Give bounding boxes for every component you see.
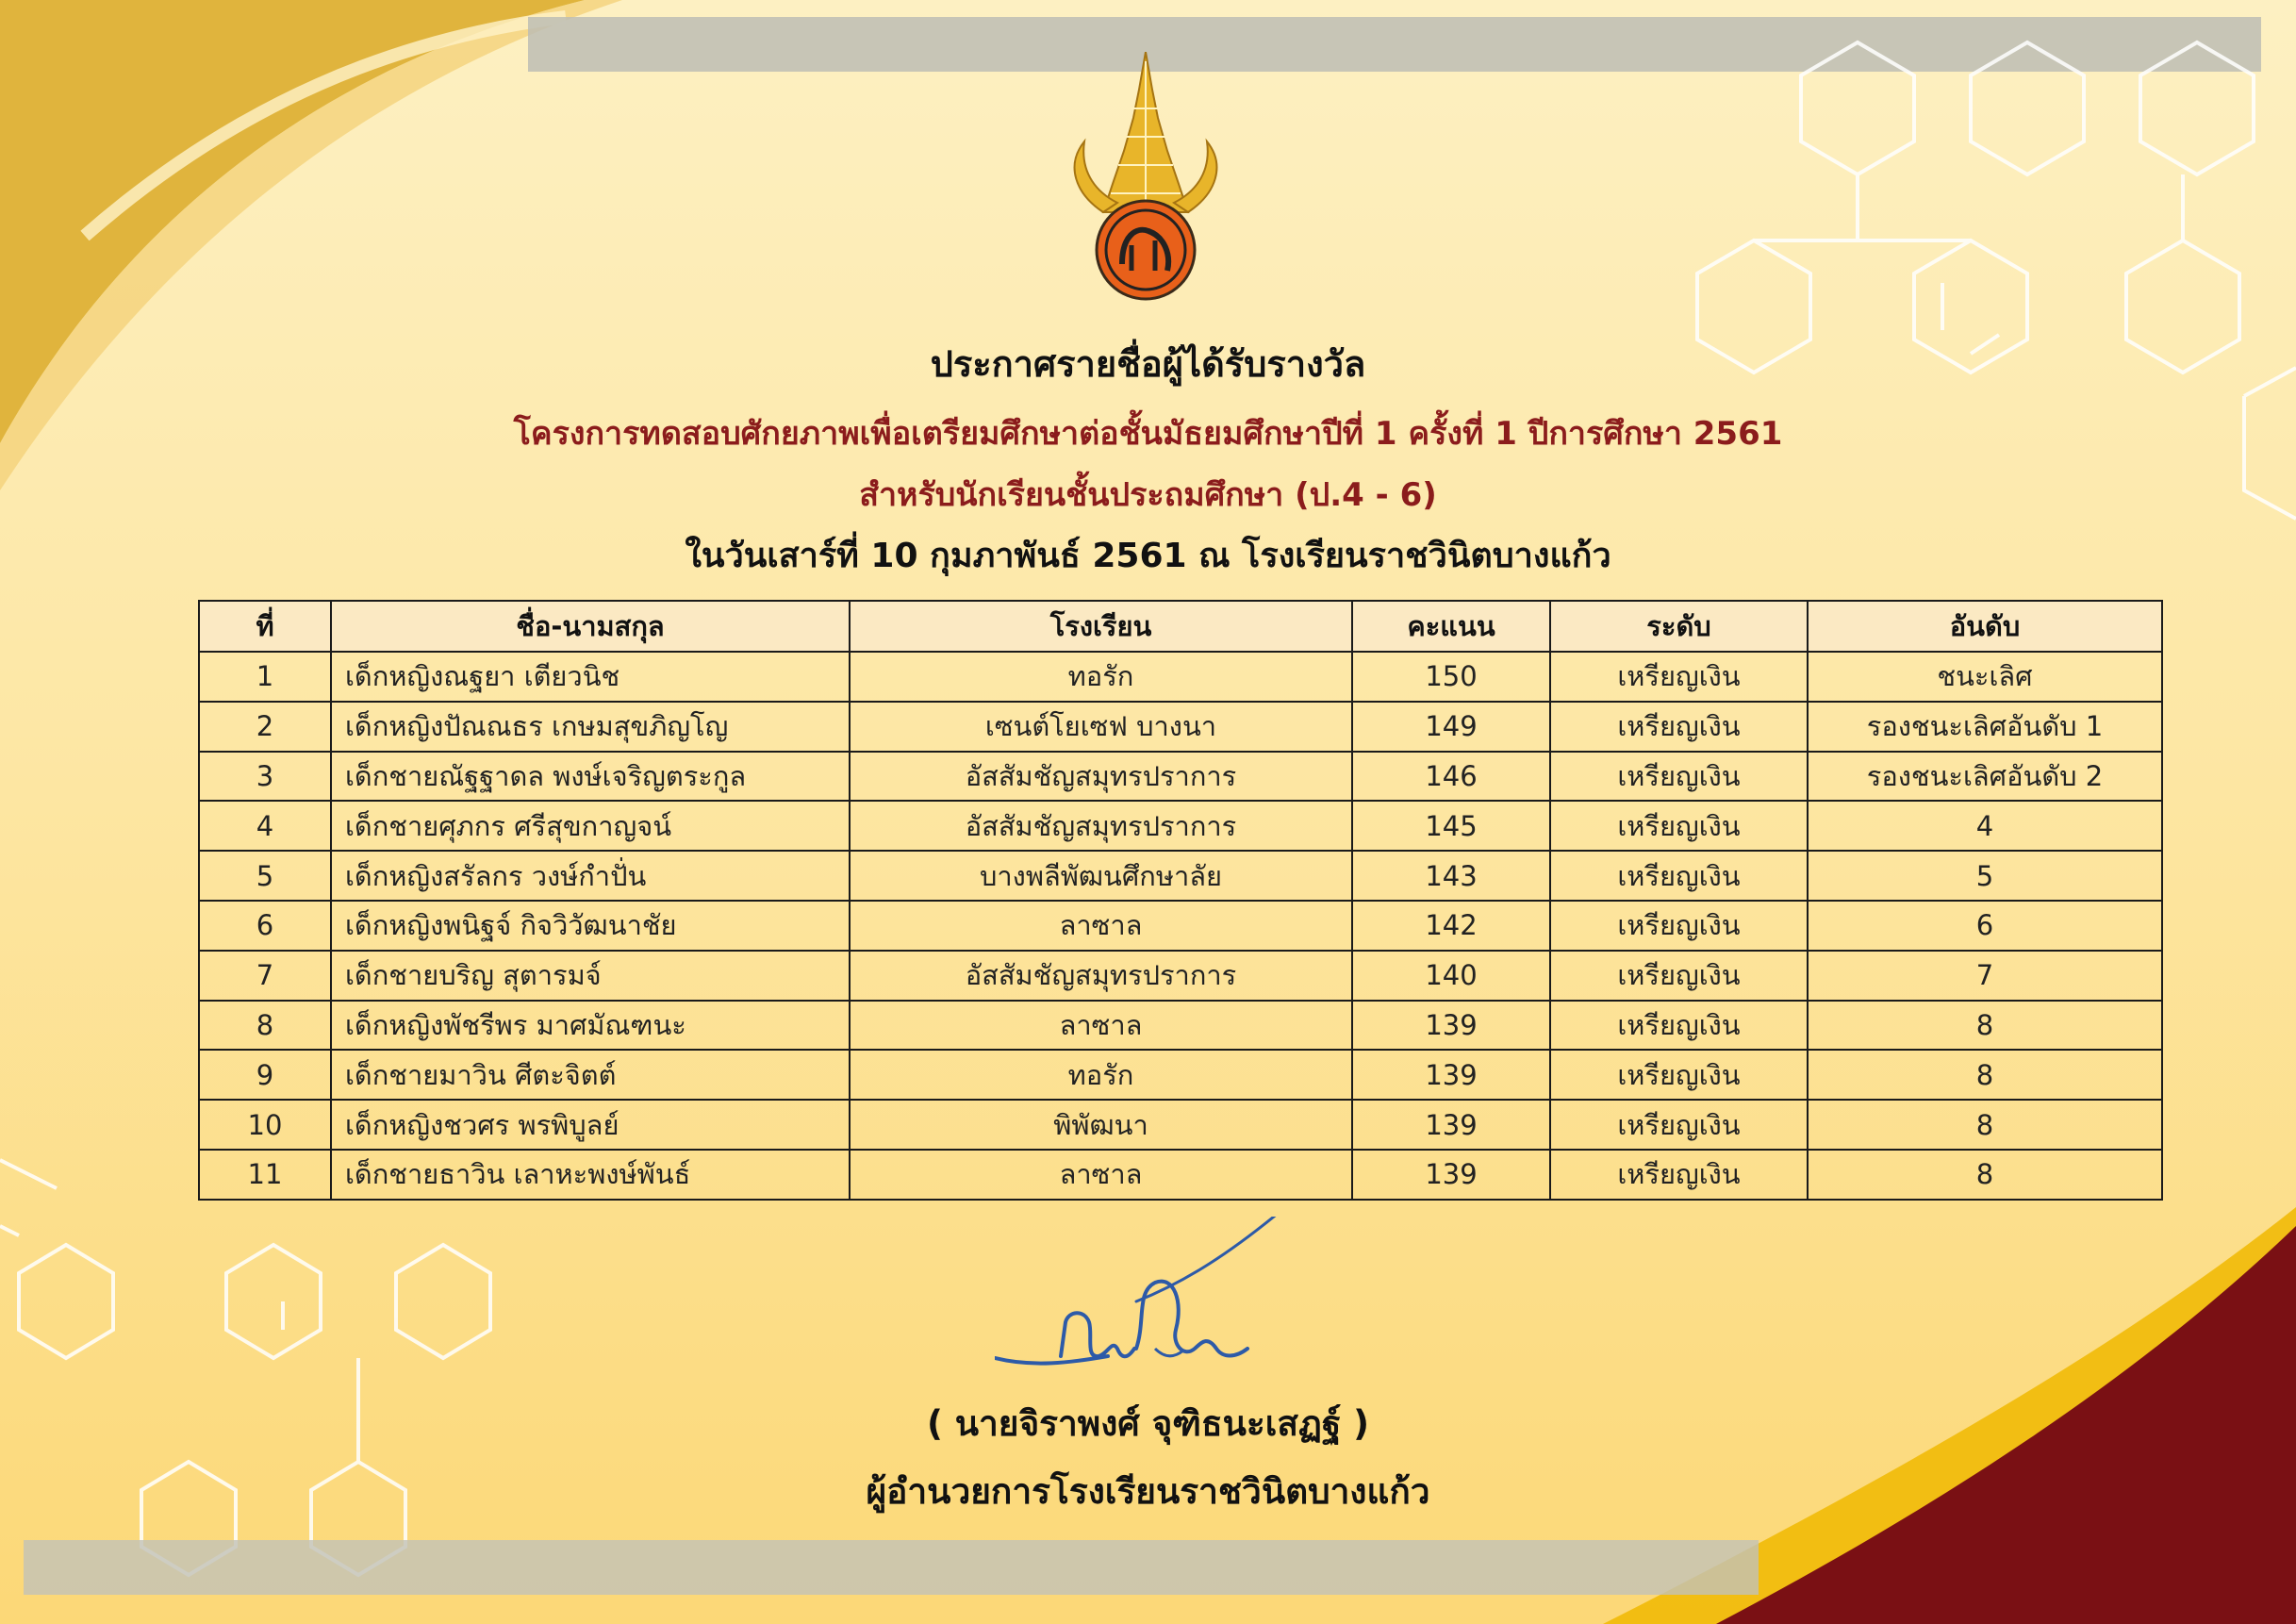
project-title: โครงการทดสอบศักยภาพเพื่อเตรียมศึกษาต่อชั้นมัธยมศึกษาปีที่ 1 ครั้งที่ 1 ปีการศึกษา 2561 — [513, 415, 1783, 453]
cell-name: เด็กหญิงณฐยา เตียวนิช — [331, 652, 850, 702]
cell-level: เหรียญเงิน — [1550, 1001, 1808, 1051]
cell-level: เหรียญเงิน — [1550, 1100, 1808, 1150]
cell-rank: 5 — [1808, 851, 2162, 901]
cell-level: เหรียญเงิน — [1550, 851, 1808, 901]
cell-rank: 8 — [1808, 1050, 2162, 1100]
award-results-table — [198, 600, 2163, 1201]
cell-school: พิพัฒนา — [850, 1100, 1352, 1150]
cell-rank: ชนะเลิศ — [1808, 652, 2162, 702]
table-row — [199, 1001, 2162, 1051]
col-header-number: ที่ — [199, 601, 331, 652]
cell-name: เด็กหญิงสรัลกร วงษ์กำปั่น — [331, 851, 850, 901]
cell-school: ลาซาล — [850, 1150, 1352, 1200]
cell-score: 149 — [1352, 702, 1550, 752]
cell-school: เซนต์โยเซฟ บางนา — [850, 702, 1352, 752]
cell-number: 8 — [199, 1001, 331, 1051]
cell-score: 143 — [1352, 851, 1550, 901]
signatory-position: ผู้อำนวยการโรงเรียนราชวินิตบางแก้ว — [866, 1471, 1430, 1512]
col-header-name: ชื่อ-นามสกุล — [331, 601, 850, 652]
director-signature — [995, 1217, 1287, 1396]
cell-rank: 6 — [1808, 901, 2162, 951]
col-header-rank: อันดับ — [1808, 601, 2162, 652]
cell-level: เหรียญเงิน — [1550, 652, 1808, 702]
cell-number: 5 — [199, 851, 331, 901]
cell-level: เหรียญเงิน — [1550, 702, 1808, 752]
cell-name: เด็กชายณัฐฐาดล พงษ์เจริญตระกูล — [331, 752, 850, 802]
cell-score: 150 — [1352, 652, 1550, 702]
cell-school: ทอรัก — [850, 652, 1352, 702]
table-row — [199, 801, 2162, 851]
cell-score: 140 — [1352, 951, 1550, 1001]
cell-level: เหรียญเงิน — [1550, 1150, 1808, 1200]
date-venue: ในวันเสาร์ที่ 10 กุมภาพันธ์ 2561 ณ โรงเรียนราชวินิตบางแก้ว — [685, 537, 1611, 575]
cell-rank: รองชนะเลิศอันดับ 1 — [1808, 702, 2162, 752]
cell-score: 142 — [1352, 901, 1550, 951]
cell-name: เด็กหญิงพนิฐจ์ กิจวิวัฒนาชัย — [331, 901, 850, 951]
cell-score: 139 — [1352, 1001, 1550, 1051]
cell-name: เด็กชายบริญ สุตารมจ์ — [331, 951, 850, 1001]
cell-score: 139 — [1352, 1150, 1550, 1200]
cell-school: อัสสัมชัญสมุทรปราการ — [850, 752, 1352, 802]
table-row — [199, 752, 2162, 802]
cell-school: อัสสัมชัญสมุทรปราการ — [850, 801, 1352, 851]
cell-name: เด็กหญิงชวศร พรพิบูลย์ — [331, 1100, 850, 1150]
table-row — [199, 702, 2162, 752]
audience-subtitle: สำหรับนักเรียนชั้นประถมศึกษา (ป.4 - 6) — [859, 476, 1437, 514]
table-row — [199, 1150, 2162, 1200]
cell-score: 145 — [1352, 801, 1550, 851]
cell-rank: 7 — [1808, 951, 2162, 1001]
cell-level: เหรียญเงิน — [1550, 951, 1808, 1001]
table-row — [199, 951, 2162, 1001]
cell-number: 11 — [199, 1150, 331, 1200]
cell-name: เด็กหญิงพัชรีพร มาศมัณฑนะ — [331, 1001, 850, 1051]
cell-level: เหรียญเงิน — [1550, 1050, 1808, 1100]
cell-number: 7 — [199, 951, 331, 1001]
cell-level: เหรียญเงิน — [1550, 901, 1808, 951]
cell-name: เด็กหญิงปัณณธร เกษมสุขภิญโญ — [331, 702, 850, 752]
cell-school: ลาซาล — [850, 1001, 1352, 1051]
cell-number: 3 — [199, 752, 331, 802]
cell-school: ลาซาล — [850, 901, 1352, 951]
cell-name: เด็กชายมาวิน ศีตะจิตต์ — [331, 1050, 850, 1100]
cell-number: 1 — [199, 652, 331, 702]
table-row — [199, 901, 2162, 951]
table-header-row — [199, 601, 2162, 652]
cell-number: 9 — [199, 1050, 331, 1100]
col-header-school: โรงเรียน — [850, 601, 1352, 652]
cell-score: 139 — [1352, 1100, 1550, 1150]
school-crest-logo — [1065, 52, 1226, 307]
cell-school: อัสสัมชัญสมุทรปราการ — [850, 951, 1352, 1001]
cell-name: เด็กชายธาวิน เลาหะพงษ์พันธ์ — [331, 1150, 850, 1200]
cell-rank: 8 — [1808, 1100, 2162, 1150]
signatory-name: ( นายจิราพงศ์ จุฑิธนะเสฏฐ์ ) — [926, 1403, 1370, 1444]
cell-score: 139 — [1352, 1050, 1550, 1100]
cell-rank: 8 — [1808, 1150, 2162, 1200]
cell-rank: 8 — [1808, 1001, 2162, 1051]
table-row — [199, 1050, 2162, 1100]
cell-level: เหรียญเงิน — [1550, 752, 1808, 802]
cell-school: ทอรัก — [850, 1050, 1352, 1100]
cell-level: เหรียญเงิน — [1550, 801, 1808, 851]
cell-name: เด็กชายศุภกร ศรีสุขกาญจน์ — [331, 801, 850, 851]
col-header-score: คะแนน — [1352, 601, 1550, 652]
table-row — [199, 652, 2162, 702]
cell-score: 146 — [1352, 752, 1550, 802]
table-row — [199, 1100, 2162, 1150]
cell-rank: รองชนะเลิศอันดับ 2 — [1808, 752, 2162, 802]
announcement-title: ประกาศรายชื่อผู้ได้รับรางวัล — [930, 343, 1366, 385]
cell-number: 10 — [199, 1100, 331, 1150]
cell-school: บางพลีพัฒนศึกษาลัย — [850, 851, 1352, 901]
cell-number: 6 — [199, 901, 331, 951]
col-header-level: ระดับ — [1550, 601, 1808, 652]
cell-rank: 4 — [1808, 801, 2162, 851]
table-row — [199, 851, 2162, 901]
cell-number: 2 — [199, 702, 331, 752]
cell-number: 4 — [199, 801, 331, 851]
